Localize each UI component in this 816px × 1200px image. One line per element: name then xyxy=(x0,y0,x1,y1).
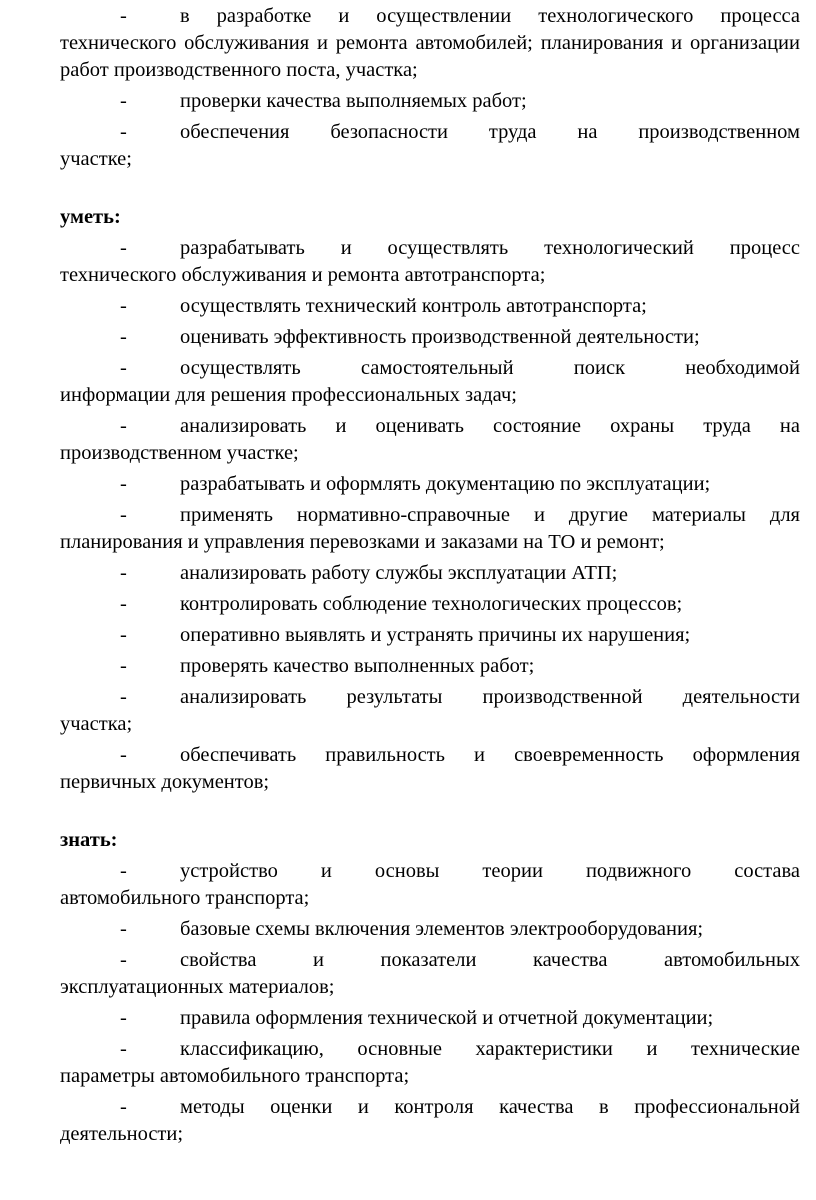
bullet-dash: - xyxy=(120,90,127,112)
bullet-dash: - xyxy=(120,357,127,379)
list-item xyxy=(60,560,800,587)
list-item-first-line xyxy=(60,591,800,618)
list-item-first-line xyxy=(60,324,800,351)
list-item-text: устройство и основы теории подвижного состава xyxy=(180,860,800,882)
list-item-continuation: первичных документов; xyxy=(60,771,270,793)
list-item-continuation: информации для решения профессиональных задач; xyxy=(60,384,517,406)
list-item-text: применять нормативно-справочные и другие материалы для xyxy=(180,504,800,526)
list-item xyxy=(60,1094,800,1148)
list-item-continuation: производственном участке; xyxy=(60,442,299,464)
list-item-continuation: эксплуатационных материалов; xyxy=(60,976,335,998)
list-item xyxy=(60,622,800,649)
bullet-dash: - xyxy=(120,473,127,495)
list-item xyxy=(60,502,800,556)
bullet-dash: - xyxy=(120,918,127,940)
list-item-continuation: участка; xyxy=(60,713,133,735)
list-item-text: правила оформления технической и отчетной документации; xyxy=(180,1007,714,1029)
list-item-text: оценивать эффективность производственной деятельности; xyxy=(180,326,700,348)
list-item-first-line xyxy=(60,293,800,320)
list-item-first-line xyxy=(60,471,800,498)
list-item-continuation: автомобильного транспорта; xyxy=(60,887,310,909)
list-item-first-line xyxy=(60,653,800,680)
list-item-text: классификацию, основные характеристики и технические xyxy=(180,1038,800,1060)
list-item xyxy=(60,88,800,115)
list-item xyxy=(60,413,800,467)
bullet-dash: - xyxy=(120,860,127,882)
list-item xyxy=(60,119,800,173)
section-list xyxy=(60,235,800,796)
list-item-text: оперативно выявлять и устранять причины их нарушения; xyxy=(180,624,691,646)
list-item-text: осуществлять самостоятельный поиск необходимой xyxy=(180,357,800,379)
list-item-first-line xyxy=(60,560,800,587)
list-item-continuation: технического обслуживания и ремонта автотранспорта; xyxy=(60,264,546,286)
section-list xyxy=(60,858,800,1148)
list-item-first-line xyxy=(60,355,800,382)
list-item-first-line xyxy=(60,622,800,649)
list-item xyxy=(60,324,800,351)
list-item xyxy=(60,947,800,1001)
list-item-text: разрабатывать и осуществлять технологический процесс xyxy=(180,237,800,259)
list-item-continuation: планирования и управления перевозками и заказами на ТО и ремонт; xyxy=(60,531,665,553)
list-item-first-line xyxy=(60,119,800,146)
list-item-text: в разработке и осуществлении технологического процесса xyxy=(180,5,800,27)
list-item-continuation: параметры автомобильного транспорта; xyxy=(60,1065,410,1087)
bullet-dash: - xyxy=(120,1096,127,1118)
list-item xyxy=(60,742,800,796)
section-heading: знать: xyxy=(60,829,118,851)
list-item xyxy=(60,591,800,618)
list-item-text: базовые схемы включения элементов электрооборудования; xyxy=(180,918,704,940)
bullet-dash: - xyxy=(120,686,127,708)
bullet-dash: - xyxy=(120,237,127,259)
list-item-first-line xyxy=(60,3,800,30)
bullet-dash: - xyxy=(120,624,127,646)
bullet-dash: - xyxy=(120,1038,127,1060)
bullet-dash: - xyxy=(120,655,127,677)
list-item xyxy=(60,858,800,912)
list-item-continuation: технического обслуживания и ремонта автомобилей; планирования и организации работ производственного поста, участка; xyxy=(60,32,800,81)
list-item-first-line xyxy=(60,684,800,711)
bullet-dash: - xyxy=(120,504,127,526)
list-item xyxy=(60,1005,800,1032)
list-item-text: проверять качество выполненных работ; xyxy=(180,655,535,677)
section-heading: уметь: xyxy=(60,206,121,228)
list-item xyxy=(60,293,800,320)
list-item-text: свойства и показатели качества автомобильных xyxy=(180,949,800,971)
list-item-text: методы оценки и контроля качества в профессиональной xyxy=(180,1096,800,1118)
list-item-text: анализировать работу службы эксплуатации АТП; xyxy=(180,562,618,584)
bullet-dash: - xyxy=(120,415,127,437)
list-item xyxy=(60,355,800,409)
list-item xyxy=(60,1036,800,1090)
bullet-dash: - xyxy=(120,121,127,143)
bullet-dash: - xyxy=(120,1007,127,1029)
bullet-dash: - xyxy=(120,295,127,317)
list-item xyxy=(60,235,800,289)
list-item-first-line xyxy=(60,502,800,529)
bullet-dash: - xyxy=(120,5,127,27)
list-item-first-line xyxy=(60,916,800,943)
bullet-dash: - xyxy=(120,744,127,766)
list-item-text: осуществлять технический контроль автотранспорта; xyxy=(180,295,647,317)
section-list xyxy=(60,3,800,173)
list-item-text: контролировать соблюдение технологических процессов; xyxy=(180,593,683,615)
bullet-dash: - xyxy=(120,326,127,348)
bullet-dash: - xyxy=(120,562,127,584)
bullet-dash: - xyxy=(120,949,127,971)
bullet-dash: - xyxy=(120,593,127,615)
list-item-first-line xyxy=(60,235,800,262)
list-item-first-line xyxy=(60,1094,800,1121)
list-item-first-line xyxy=(60,413,800,440)
list-item-text: разрабатывать и оформлять документацию по эксплуатации; xyxy=(180,473,711,495)
list-item-first-line xyxy=(60,858,800,885)
list-item-first-line xyxy=(60,1036,800,1063)
list-item xyxy=(60,684,800,738)
list-item-text: проверки качества выполняемых работ; xyxy=(180,90,527,112)
list-item-first-line xyxy=(60,742,800,769)
list-item xyxy=(60,916,800,943)
list-item-continuation: участке; xyxy=(60,148,132,170)
list-item-first-line xyxy=(60,1005,800,1032)
list-item-continuation: деятельности; xyxy=(60,1123,184,1145)
list-item-text: анализировать результаты производственной деятельности xyxy=(180,686,800,708)
list-item-text: обеспечивать правильность и своевременность оформления xyxy=(180,744,800,766)
list-item-text: анализировать и оценивать состояние охраны труда на xyxy=(180,415,800,437)
list-item-first-line xyxy=(60,947,800,974)
list-item xyxy=(60,3,800,84)
list-item-text: обеспечения безопасности труда на производственном xyxy=(180,121,800,143)
list-item-first-line xyxy=(60,88,800,115)
list-item xyxy=(60,471,800,498)
list-item xyxy=(60,653,800,680)
